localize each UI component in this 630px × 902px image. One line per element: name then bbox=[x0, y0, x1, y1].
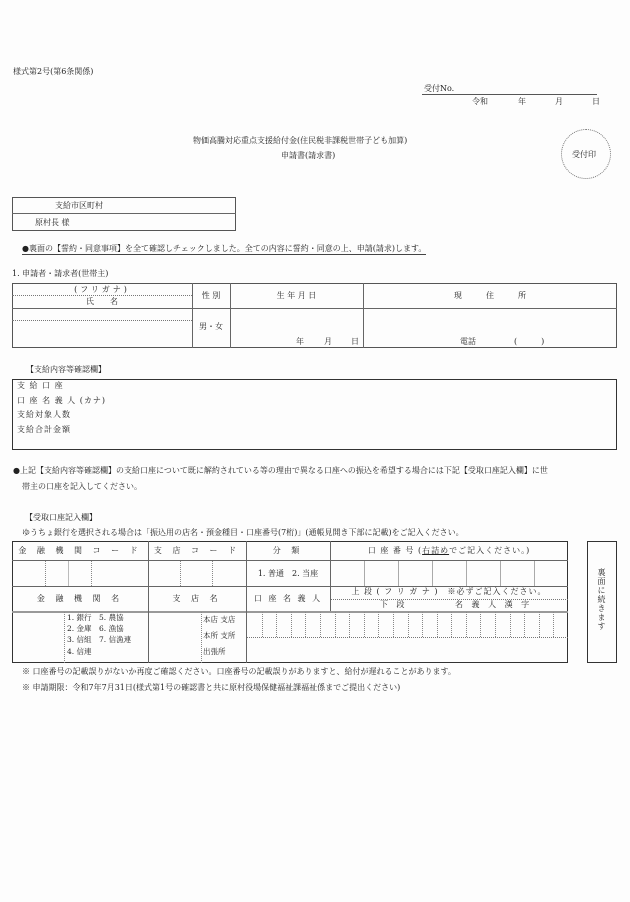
municipality-label: 支給市区町村 bbox=[55, 201, 103, 210]
change-notice-line2: 帯主の口座を記入してください。 bbox=[22, 482, 142, 491]
bank-code-header: 金 融 機 関 コ ー ド bbox=[18, 546, 142, 555]
holder-kana-cell-divider bbox=[466, 612, 467, 637]
holder-kana-cell-divider bbox=[451, 612, 452, 637]
yucho-note: ゆうちょ銀行を選択される場合は「振込用の店名・預金種目・口座番号(7桁)」(通帳見開き下部に記載)をご記入ください。 bbox=[22, 528, 464, 537]
total-amount-label: 支給合計金額 bbox=[17, 425, 71, 434]
holder-kana-cell-divider bbox=[553, 612, 554, 637]
holder-kana-cell-divider bbox=[524, 612, 525, 637]
form-title: 物価高騰対応重点支援給付金(住民税非課税世帯子ども加算) bbox=[193, 136, 408, 145]
bank-name-input[interactable] bbox=[13, 612, 63, 662]
birth-day-unit: 日 bbox=[351, 337, 359, 346]
consent-statement: ●裏面の【誓約・同意事項】を全て確認しチェックしました。全ての内容に誓約・同意の上、申請(請求)します。 bbox=[22, 244, 427, 253]
address-input[interactable] bbox=[364, 309, 616, 347]
mayor-label: 原村長 様 bbox=[35, 218, 70, 227]
institution-type-4[interactable]: 4. 信連 bbox=[67, 647, 92, 656]
branch-type-3[interactable]: 出張所 bbox=[203, 647, 226, 656]
holder-kana-cell-divider bbox=[335, 612, 336, 637]
branch-name-divider bbox=[201, 612, 202, 663]
holder-kana-cell-divider bbox=[364, 612, 365, 637]
payment-confirmation-heading: 【支給内容等確認欄】 bbox=[26, 365, 106, 374]
holder-kana-cell-divider bbox=[291, 612, 292, 637]
holder-header-dotted bbox=[330, 599, 568, 600]
name-input[interactable] bbox=[13, 321, 191, 347]
birth-month-unit: 月 bbox=[324, 337, 332, 346]
holder-kanji-input[interactable] bbox=[247, 638, 567, 662]
address-header: 現 住 所 bbox=[454, 291, 526, 300]
payment-confirmation-box bbox=[12, 379, 617, 450]
branch-code-header: 支 店 コ ー ド bbox=[153, 546, 241, 555]
gender-header: 性 別 bbox=[201, 291, 221, 300]
holder-kana-cell-divider bbox=[320, 612, 321, 637]
account-number-header-a: 口 座 番 号 ( bbox=[367, 546, 423, 555]
furigana-header: (フリガナ) bbox=[74, 285, 130, 294]
addressee-divider bbox=[12, 213, 236, 214]
birth-year-unit: 年 bbox=[296, 337, 304, 346]
holder-kana-cell-divider bbox=[422, 612, 423, 637]
holder-upper-row-label: 上 段 ( フ リ ガ ナ ) ※必ずご記入ください。 bbox=[351, 587, 547, 596]
continued-on-back-label: 裏面に続きます bbox=[597, 568, 606, 631]
account-number-header bbox=[330, 547, 568, 555]
holder-kana-cell-divider bbox=[393, 612, 394, 637]
phone-input[interactable]: ( ) bbox=[514, 337, 545, 346]
name-header: 氏 名 bbox=[86, 297, 118, 306]
phone-label: 電話 bbox=[460, 337, 476, 346]
furigana-header-divider bbox=[12, 295, 192, 296]
institution-type-2[interactable]: 2. 金庫 6. 漁協 bbox=[67, 624, 124, 633]
institution-type-3[interactable]: 3. 信組 7. 信漁連 bbox=[67, 635, 132, 644]
furigana-input[interactable] bbox=[13, 309, 191, 319]
holder-kana-cell-divider bbox=[305, 612, 306, 637]
holder-kana-cell-divider bbox=[378, 612, 379, 637]
branch-type-1[interactable]: 本店 支店 bbox=[203, 615, 236, 624]
gender-options[interactable]: 男・女 bbox=[199, 322, 223, 331]
institution-type-1[interactable]: 1. 銀行 5. 農協 bbox=[67, 613, 124, 622]
holder-kanji-label: 名 義 人 漢 字 bbox=[455, 600, 533, 609]
holder-kana-cell-divider bbox=[480, 612, 481, 637]
account-holder-kana-label: 口 座 名 義 人 (カナ) bbox=[17, 396, 106, 405]
holder-lower-row-label: 下 段 bbox=[380, 600, 408, 609]
receipt-no-label: 受付No. bbox=[424, 84, 455, 93]
bank-name-header: 金 融 機 関 名 bbox=[36, 594, 124, 603]
receiving-account-heading: 【受取口座記入欄】 bbox=[25, 513, 97, 522]
holder-kana-cell-divider bbox=[539, 612, 540, 637]
birthdate-header: 生 年 月 日 bbox=[276, 291, 317, 300]
account-number-input[interactable] bbox=[331, 561, 567, 585]
date-day: 日 bbox=[592, 97, 600, 106]
holder-kana-cell-divider bbox=[349, 612, 350, 637]
eligible-count-label: 支給対象人数 bbox=[17, 410, 71, 419]
receipt-stamp-label: 受付印 bbox=[572, 150, 596, 159]
footnote-deadline: ※ 申請期限：令和7年7月31日(様式第1号の確認書と共に原村役場保健福祉課福祉係までご提出ください) bbox=[22, 683, 401, 692]
holder-kana-cell-divider bbox=[276, 612, 277, 637]
bank-name-divider bbox=[64, 612, 65, 663]
receipt-no-line bbox=[422, 94, 597, 95]
form-number: 様式第2号(第6条関係) bbox=[13, 67, 94, 76]
branch-name-input[interactable] bbox=[149, 612, 200, 662]
branch-code-input[interactable] bbox=[149, 561, 245, 585]
date-era: 令和 bbox=[472, 97, 488, 106]
holder-kana-cell-divider bbox=[408, 612, 409, 637]
holder-kana-cell-divider bbox=[437, 612, 438, 637]
date-month: 月 bbox=[555, 97, 563, 106]
branch-name-header: 支 店 名 bbox=[172, 594, 222, 603]
branch-type-2[interactable]: 本所 支所 bbox=[203, 631, 236, 640]
category-header: 分 類 bbox=[272, 546, 304, 555]
holder-kana-cell-divider bbox=[495, 612, 496, 637]
account-number-header-emph: 右詰め bbox=[422, 546, 450, 555]
form-subtitle: 申請書(請求書) bbox=[281, 151, 336, 160]
category-options[interactable]: 1. 普通 2. 当座 bbox=[257, 569, 319, 578]
applicant-heading: 1. 申請者・請求者(世帯主) bbox=[12, 269, 109, 278]
footnote-account-check: ※ 口座番号の記載誤りがないか再度ご確認ください。口座番号の記載誤りがありますと、給付が遅れることがあります。 bbox=[22, 667, 456, 676]
date-year: 年 bbox=[518, 97, 526, 106]
account-number-header-b: でご記入ください。) bbox=[449, 546, 531, 555]
payment-account-label: 支 給 口 座 bbox=[17, 381, 64, 390]
holder-header: 口 座 名 義 人 bbox=[253, 594, 323, 603]
change-notice-line1: ●上記【支給内容等確認欄】の支給口座について既に解約されている等の理由で異なる口座への振込を希望する場合には下記【受取口座記入欄】に世 bbox=[13, 466, 548, 475]
holder-kana-cell-divider bbox=[510, 612, 511, 637]
holder-kana-cell-divider bbox=[262, 612, 263, 637]
bank-code-input[interactable] bbox=[13, 561, 147, 585]
